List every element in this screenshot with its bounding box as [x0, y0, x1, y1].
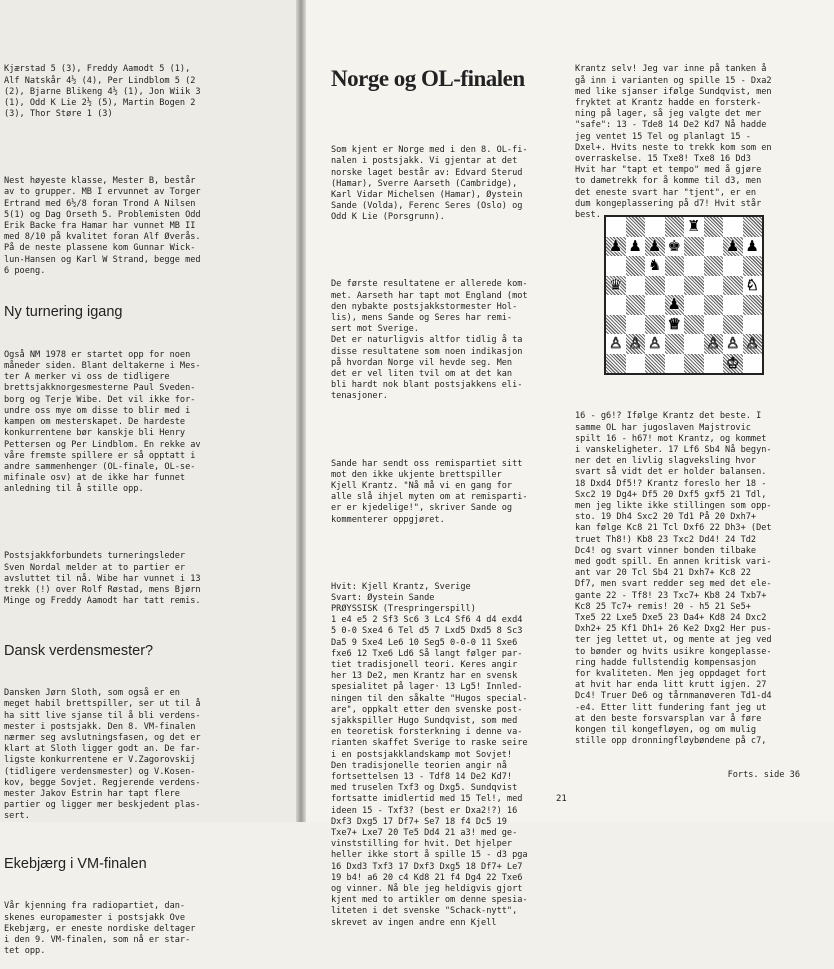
board-square	[704, 334, 724, 354]
book-gutter	[296, 0, 306, 822]
text-line: Dxf3 Dxg5 17 Df7+ Se7 18 f4 Dc5 19	[331, 816, 507, 827]
text-line: sert mot Sverige.	[331, 324, 419, 335]
mester-b-paragraph	[4, 176, 294, 277]
text-line: to dametrekk for å komme til d3, men	[575, 176, 762, 187]
dansk-verdensmester-paragraph	[4, 688, 294, 822]
white-pawn-icon: ♙	[706, 334, 720, 353]
board-square	[626, 295, 646, 315]
text-line: mot den ikke ukjente brettspiller	[331, 469, 502, 480]
board-square	[606, 315, 626, 335]
text-line: Sande (Volda), Ferenc Seres (Oslo) og	[331, 201, 523, 212]
board-square	[665, 334, 685, 354]
text-line: Alf Natskår 4½ (4), Per Lindblom 5 (2	[4, 75, 196, 86]
text-line: Dxel+. Hvits neste to trekk kom som en	[575, 142, 772, 153]
text-line: -e4. Etter litt fundering fant jeg ut	[575, 702, 767, 713]
text-line: og vinner. Nå ble jeg heldigvis gjort	[331, 884, 523, 895]
text-line: (3), Thor Støre 1 (3)	[4, 109, 113, 120]
text-line: kommenterer oppgjøret.	[331, 514, 445, 525]
white-queen-icon: ♕	[667, 314, 681, 333]
text-line: lis), mens Sande og Seres har remi-	[331, 313, 513, 324]
text-line: med truselen Txf3 og Dxg5. Sundqvist	[331, 783, 518, 794]
ny-turnering-paragraph	[4, 350, 294, 496]
text-line: dum kongeplassering på d7! Hvit står	[575, 198, 762, 209]
board-square	[665, 354, 685, 374]
board-square	[645, 334, 665, 354]
board-square	[723, 217, 743, 237]
text-line: en teoretisk forsterkning i denne va-	[331, 727, 523, 738]
board-square	[684, 276, 704, 296]
text-line: meget habil brettspiller, ser ut til å	[4, 699, 201, 710]
article-title: Norge og OL-finalen	[331, 66, 525, 92]
text-line: Postsjakkforbundets turneringsleder	[4, 551, 186, 562]
text-line: (Hamar), Sverre Aarseth (Cambridge),	[331, 178, 518, 189]
text-line: Dansken Jørn Sloth, som også er en	[4, 688, 180, 699]
board-square	[645, 276, 665, 296]
board-square	[645, 354, 665, 374]
text-line: fxe6 12 Txe6 Ld6 Så langt følger par-	[331, 648, 523, 659]
results-paragraph	[331, 279, 563, 402]
black-knight-icon: ♞	[648, 256, 662, 275]
text-line: lun-Hansen og Karl W Strand, begge med	[4, 254, 201, 265]
text-line: kjent med to artikler om denne spesia-	[331, 895, 528, 906]
board-square	[743, 354, 763, 374]
black-pawn-icon: ♟	[745, 236, 759, 255]
text-line: skenes europamester i postsjakk Ove	[4, 912, 186, 923]
text-line: her 13 De2, men Krantz har en svensk	[331, 671, 518, 682]
text-line: Txe5 22 Lxe5 Dxe5 23 Da4+ Kd8 24 Dxc2	[575, 613, 767, 624]
intro-paragraph	[4, 64, 294, 120]
text-line: i den 9. VM-finalen, som nå er star-	[4, 935, 191, 946]
black-king-icon: ♚	[667, 236, 681, 255]
text-line: borg og Terje Wibe. Det vil ikke for-	[4, 394, 196, 405]
white-pawn-icon: ♙	[628, 334, 642, 353]
text-line: bli hardt nok blant postsjakkens eli-	[331, 380, 523, 391]
board-square	[626, 354, 646, 374]
text-line: Dc4! Truer De6 og tårnmanøveren Td1-d4	[575, 691, 772, 702]
board-square	[626, 237, 646, 257]
text-line: 19 b4! a6 20 c4 Kd8 21 f4 Dg4 22 Txe6	[331, 872, 523, 883]
board-square	[606, 217, 626, 237]
text-line: avsluttet til nå. Wibe har vunnet i 13	[4, 573, 201, 584]
text-line: "safe": 13 - Tde8 14 De2 Kd7 Nå hadde	[575, 120, 767, 131]
heading-dansk-verdensmester: Dansk verdensmester?	[4, 642, 154, 659]
text-line: Ertrand med 6½/8 foran Trond A Nilsen	[4, 198, 196, 209]
text-line: er er kjedelige!", skriver Sande og	[331, 503, 513, 514]
text-line: tenasjoner.	[331, 391, 388, 402]
text-line: kov, begge Sovjet. Regjerende verdens-	[4, 777, 201, 788]
text-line: med like sjanser ifølge Sundqvist, men	[575, 86, 772, 97]
text-line: Nest høyeste klasse, Mester B, består	[4, 176, 196, 187]
right-bottom-paragraph	[575, 411, 830, 747]
board-square	[743, 217, 763, 237]
board-square	[704, 217, 724, 237]
text-line: tet opp.	[4, 946, 46, 957]
text-line: Pettersen og Per Lindblom. En rekke av	[4, 439, 201, 450]
text-line: 1 e4 e5 2 Sf3 Sc6 3 Lc4 Sf6 4 d4 exd4	[331, 615, 523, 626]
text-line: 5 0-0 Sxe4 6 Tel d5 7 Lxd5 Dxd5 8 Sc3	[331, 626, 523, 637]
text-line: nalen i postsjakk. Vi gjentar at det	[331, 156, 518, 167]
text-line: det eneste svart har "tjent", er en	[575, 187, 757, 198]
board-square	[684, 295, 704, 315]
text-line: Som kjent er Norge med i den 8. OL-fi-	[331, 145, 528, 156]
board-square	[743, 334, 763, 354]
text-line: fortsatte imidlertid med 15 Tel!, med	[331, 794, 523, 805]
board-square	[684, 256, 704, 276]
board-square	[606, 237, 626, 257]
text-line: gante 22 - Tf8! 23 Txc7+ Kb8 24 Txb7+	[575, 590, 767, 601]
board-square	[743, 256, 763, 276]
text-line: Hvit har "tapt et tempo" med å gjøre	[575, 165, 762, 176]
text-line: gå inn i varianten og spille 15 - Dxa2	[575, 75, 772, 86]
text-line: det er vel liten tvil om at det kan	[331, 369, 513, 380]
text-line: Sxc2 19 Dg4+ Df5 20 Dxf5 gxf5 21 Tdl,	[575, 489, 767, 500]
text-line: Det er naturligvis altfor tidlig å ta	[331, 335, 523, 346]
text-line: 16 - g6!? Ifølge Krantz det beste. I	[575, 411, 762, 422]
text-line: Den tradisjonelle teorien angir nå	[331, 760, 507, 771]
text-line: Krantz selv! Jeg var inne på tanken å	[575, 64, 767, 75]
text-line: nærmer seg avslutningsfasen, og det er	[4, 732, 201, 743]
board-square	[704, 256, 724, 276]
board-square	[684, 217, 704, 237]
text-line: spesialitet på lager· 13 Lg5! Innled-	[331, 682, 523, 693]
text-line: mester i postsjakk. Den 8. VM-finalen	[4, 721, 196, 732]
board-square	[626, 276, 646, 296]
text-line: ning på lager, så jeg valgte det mer	[575, 109, 762, 120]
board-square	[743, 315, 763, 335]
text-line: Karl Vidar Michelsen (Hamar), Øystein	[331, 190, 523, 201]
text-line: jeg ventet 15 Tel og planlagt 15 -	[575, 131, 751, 142]
right-top-paragraph	[575, 64, 830, 221]
board-square	[743, 276, 763, 296]
text-line: overraskelse. 15 Txe8! Txe8 16 Dd3	[575, 154, 751, 165]
board-square	[606, 256, 626, 276]
board-square	[704, 276, 724, 296]
board-square	[645, 217, 665, 237]
text-line: (2), Bjarne Blikeng 4½ (1), Jon Wiik 3	[4, 86, 201, 97]
text-line: alle slå ihjel myten om at remisparti-	[331, 492, 528, 503]
text-line: fortsettelsen 13 - Tdf8 14 De2 Kd7!	[331, 771, 513, 782]
text-line: skrevet av ingen andre enn Kjell	[331, 917, 497, 928]
text-line: partier og ligger mer beskjedent plas-	[4, 800, 201, 811]
text-line: sto. 19 Dh4 Sxc2 20 Td1 På 20 Dxh7+	[575, 512, 757, 523]
board-square	[645, 256, 665, 276]
text-line: Hvit: Kjell Krantz, Sverige	[331, 581, 471, 592]
board-square	[626, 256, 646, 276]
board-square	[645, 315, 665, 335]
board-square	[723, 354, 743, 374]
text-line: at hvit har enda litt krutt igjen. 27	[575, 680, 767, 691]
heading-ny-turnering: Ny turnering igang	[4, 304, 123, 321]
text-line: Odd K Lie (Porsgrunn).	[331, 212, 445, 223]
text-line: 5(1) og Dag Orseth 5. Problemisten Odd	[4, 209, 201, 220]
text-line: Kjærstad 5 (3), Freddy Aamodt 5 (1),	[4, 64, 191, 75]
white-knight-icon: ♘	[745, 275, 759, 294]
sande-paragraph	[331, 459, 563, 526]
board-square	[665, 295, 685, 315]
text-line: Ekebjærg, er eneste nordiske deltager	[4, 923, 196, 934]
board-square	[645, 295, 665, 315]
board-square	[723, 256, 743, 276]
text-line: fryktet at Krantz hadde en forsterk-	[575, 98, 762, 109]
board-square	[704, 237, 724, 257]
text-line: stille opp dronningfløybøndene på c7,	[575, 736, 767, 747]
board-square	[606, 295, 626, 315]
text-line: Df7, men svart redder seg med det ele-	[575, 579, 772, 590]
text-line: våre fremste spillere er så opptatt i	[4, 450, 196, 461]
text-line: Erik Backe fra Hamar har vunnet MB II	[4, 221, 196, 232]
text-line: trekk (!) over Rolf Røstad, mens Bjørn	[4, 584, 201, 595]
text-line: ter jeg lettet ut, og mente at jeg ved	[575, 635, 772, 646]
text-line: 16 Dxd3 Txf3 17 Dxf3 Dxg5 18 Df7+ Le7	[331, 861, 523, 872]
text-line: norske laget består av: Edvard Sterud	[331, 167, 523, 178]
text-line: 6 poeng.	[4, 265, 46, 276]
text-line: (1), Odd K Lie 2½ (5), Martin Bogen 2	[4, 98, 196, 109]
text-line: rianten skaffet Sverige to raske seire	[331, 738, 528, 749]
right-column	[575, 42, 830, 236]
text-line: klart at Sloth ligger godt an. De far-	[4, 744, 201, 755]
text-line: ha sitt live sjanse til å bli verdens-	[4, 710, 201, 721]
board-square	[626, 334, 646, 354]
board-square	[684, 237, 704, 257]
black-pawn-icon: ♟	[628, 236, 642, 255]
board-square	[723, 295, 743, 315]
continued-note: Forts. side 36	[727, 769, 800, 780]
white-pawn-icon: ♙	[726, 334, 740, 353]
text-line: svart så vidt det er holder balansen.	[575, 467, 767, 478]
chess-diagram	[604, 215, 764, 375]
text-line: ner det en livlig slagveksling hvor	[575, 456, 757, 467]
board-square	[645, 237, 665, 257]
text-line: at den beste forsvarsplan var å føre	[575, 713, 762, 724]
text-line: sert.	[4, 811, 30, 822]
text-line: Dxh2+ 25 Kf1 Dh1+ 26 Ke2 Dxg2 Her pus-	[575, 624, 772, 635]
text-line: På de neste plassene kom Gunnar Wick-	[4, 243, 196, 254]
board-square	[665, 315, 685, 335]
text-line: brettsjakknorgesmesterne Paul Sveden-	[4, 383, 196, 394]
board-square	[704, 295, 724, 315]
text-line: av to grupper. MB I ervunnet av Torger	[4, 187, 201, 198]
board-square	[606, 354, 626, 374]
text-line: anledning til å stille opp.	[4, 484, 144, 495]
text-line: på hvordan Norge vil hevde seg. Men	[331, 357, 513, 368]
text-line: Dc4! og svart vinner bonden tilbake	[575, 545, 757, 556]
board-square	[704, 354, 724, 374]
board-square	[665, 237, 685, 257]
board-square	[723, 276, 743, 296]
board-square	[626, 315, 646, 335]
text-line: De første resultatene er allerede kom-	[331, 279, 528, 290]
ekebjaerg-paragraph	[4, 901, 294, 957]
board-square	[723, 334, 743, 354]
text-line: Txe7+ Lxe7 20 Te5 Dd4 21 a3! med ge-	[331, 828, 518, 838]
text-line: truet Th8!) Kb8 23 Txc2 Dd4! 24 Td2	[575, 534, 757, 545]
text-line: heller ikke stort å spille 15 - d3 pga	[331, 850, 528, 861]
text-line: kongen til kongefløyen, og om mulig	[575, 725, 757, 736]
black-rook-icon: ♜	[687, 217, 701, 236]
text-line: 18 Dxd4 Df5!? Krantz foreslo her 18 -	[575, 478, 767, 489]
black-pawn-icon: ♟	[648, 236, 662, 255]
board-square	[626, 217, 646, 237]
text-line: i en postsjakklandskamp mot Sovjet!	[331, 749, 513, 760]
text-line: met. Aarseth har tapt mot England (mot	[331, 290, 528, 301]
text-line: mester Jakov Estrin har tapt flere	[4, 788, 180, 799]
board-square	[665, 217, 685, 237]
heading-ekebjaerg: Ekebjærg i VM-finalen	[4, 856, 147, 872]
board-square	[665, 256, 685, 276]
text-line: ring hadde fullstendig kompensasjon	[575, 657, 757, 668]
board-square	[743, 237, 763, 257]
text-line: ideen 15 - Txf3? (best er Dxa2!?) 16	[331, 805, 518, 816]
game-notation-paragraph	[331, 582, 563, 929]
white-pawn-icon: ♙	[745, 334, 759, 353]
text-line: tiet tradisjonell teori. Keres angir	[331, 659, 518, 670]
text-line: i vanskeligheter. 17 Lf6 Sb4 Nå begyn-	[575, 445, 772, 456]
text-line: Sven Nordal melder at to partier er	[4, 562, 186, 573]
black-pawn-icon: ♟	[667, 295, 681, 314]
board-square	[684, 354, 704, 374]
text-line: Kc8 25 Tc7+ remis! 20 - h5 21 Se5+	[575, 601, 751, 612]
text-line: spilt 16 - h67! mot Krantz, og kommet	[575, 433, 767, 444]
text-line: med 8/10 på kvalitet foran Alf Øverås.	[4, 232, 201, 243]
text-line: Vår kjenning fra radiopartiet, dan-	[4, 901, 186, 912]
black-queen-icon: ♛	[609, 275, 623, 294]
white-pawn-icon: ♙	[648, 334, 662, 353]
white-pawn-icon: ♙	[609, 334, 623, 353]
board-square	[723, 315, 743, 335]
text-line: to bønder og hvits usikre kongeplasse-	[575, 646, 772, 657]
turneringsleder-paragraph	[4, 551, 294, 607]
text-line: den nybakte postsjakkstormester Hol-	[331, 301, 518, 312]
text-line: Sande har sendt oss remispartiet sitt	[331, 458, 523, 469]
text-line: Svart: Øystein Sande	[331, 592, 435, 603]
board-square	[704, 315, 724, 335]
board-square	[606, 276, 626, 296]
text-line: ningen til den såkalte "Hugos special-	[331, 693, 528, 704]
board-square	[723, 237, 743, 257]
text-line: kampen om mesterskapet. De hardeste	[4, 417, 186, 428]
black-pawn-icon: ♟	[609, 236, 623, 255]
text-line: mifinale osv) at de ikke har funnet	[4, 473, 186, 484]
text-line: sjakkspiller Hugo Sundqvist, som med	[331, 715, 518, 726]
text-line: Da5 9 Sxe4 Le6 10 Seg5 0-0-0 11 Sxe6	[331, 637, 518, 648]
right-column-lower	[575, 389, 830, 792]
black-pawn-icon: ♟	[726, 236, 740, 255]
board-square	[684, 315, 704, 335]
text-line: (tidligere verdensmester) og V.Kosen-	[4, 766, 196, 777]
text-line: are", oppkalt etter den svenske post-	[331, 704, 523, 715]
text-line: PRØYSSISK (Trespringerspill)	[331, 603, 476, 614]
middle-column	[331, 44, 563, 940]
text-line: undre oss mye om disse to blir med i	[4, 405, 191, 416]
text-line: med godt spill. En annen kritisk vari-	[575, 557, 772, 568]
text-line: for kvaliteten. Men jeg oppdaget fort	[575, 669, 767, 680]
left-column	[4, 42, 294, 969]
text-line: Minge og Freddy Aamodt har tatt remis.	[4, 596, 201, 607]
text-line: konkurrentene bør kanskje bli Henry	[4, 428, 186, 439]
text-line: samme OL har jugoslaven Majstrovic	[575, 422, 751, 433]
text-line: ant var 20 Tcl Sb4 21 Dxh7+ Kc8 22	[575, 568, 751, 579]
text-line: best.	[575, 210, 601, 221]
board-square	[743, 295, 763, 315]
board-square	[665, 276, 685, 296]
text-line: ligste konkurrentene er V.Zagorovskij	[4, 755, 196, 766]
text-line: Kjell Krantz. "Nå må vi en gang for	[331, 480, 513, 491]
board-square	[606, 334, 626, 354]
text-line: Også NM 1978 er startet opp for noen	[4, 349, 191, 360]
board-square	[684, 334, 704, 354]
text-line: kan følge Kc8 21 Tcl Dxf6 22 Dh3+ (Det	[575, 523, 772, 534]
text-line: disse resultatene som noen indikasjon	[331, 346, 523, 357]
article-intro-paragraph	[331, 145, 563, 223]
text-line: liteten i det svenske "Schack-nytt",	[331, 906, 518, 917]
text-line: måneder siden. Blant deltakerne i Mes-	[4, 361, 201, 372]
page-number: 21	[556, 794, 567, 804]
text-line: andre sammenhenger (OL-finale, OL-se-	[4, 461, 196, 472]
text-line: ter A merker vi oss de tidligere	[4, 372, 170, 383]
text-line: men jeg likte ikke stillingen som opp-	[575, 501, 772, 512]
text-line: vinststilling for hvit. Det hjelper	[331, 839, 513, 850]
white-king-icon: ♔	[726, 353, 740, 372]
